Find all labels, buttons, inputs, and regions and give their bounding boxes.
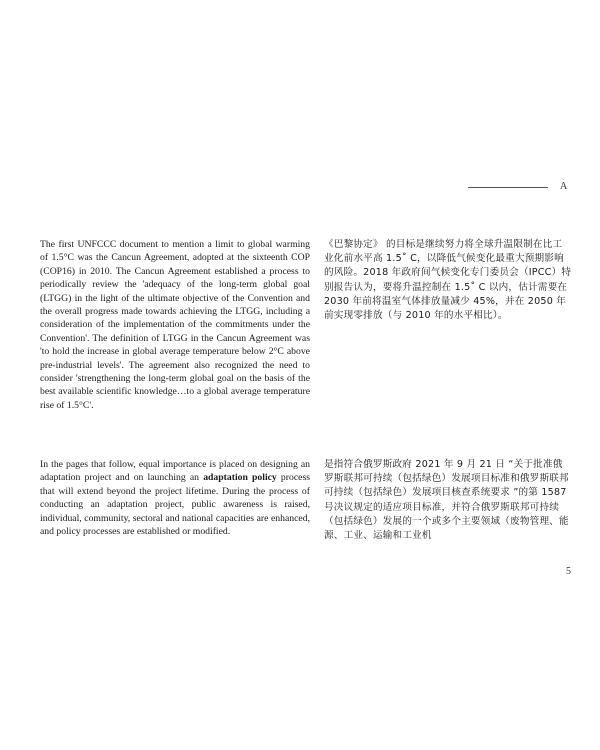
chinese-paragraph-2: 是指符合俄罗斯政府 2021 年 9 月 21 日 “关于批准俄罗斯联邦可持续（包括绿色）发展项目标准和俄罗斯联邦可持续（包括绿色）发展项目核查系统要求 ”的第 1587 号决议规定的适应项目标准，并符合俄罗斯联邦可持续（包括绿色）发展的一个或多个主要领域（废物管理、能源、工业、运输和工业机 [324, 459, 569, 542]
english-paragraph-1: The first UNFCCC document to mention a limit to global warming of 1.5°C was the Cancun Agreement, adopted at the sixteenth COP (COP16) in 2010. The Cancun Agreement established a process to periodically review the 'adequacy of the long-term global goal (LTGG) in the light of the ultimate objective of the Convention and the overall progress made towards achieving the LTGG, including a consideration of the implementation of the commitments under the Convention'. The definition of LTGG in the Cancun Agreement was 'to hold the increase in global average temperature below 2°C above pre-industrial levels'. The agreement also recognized the need to consider 'strengthening the long-term global goal on the basis of the best available scientific knowledge…to a global average temperature rise of 1.5°C'. [40, 239, 310, 411]
page-number: 5 [566, 566, 571, 577]
english-paragraph-2-text-a: In the pages that follow, equal importance is placed on designing an adaptation project and on launching an [40, 459, 310, 484]
english-paragraph-2-text-b: process that will extend beyond the project lifetime. During the process of conducting an adaptation project, public awareness is raised, individual, community, sectoral and national capacities are enhanced, and policy processes are established or modified. [40, 472, 310, 538]
english-paragraph-2 [40, 458, 310, 538]
chinese-paragraph-1: 《巴黎协定》 的目标是继续努力将全球升温限制在比工业化前水平高 1.5˚ C，以降低气候变化最重大预期影响的风险。2018 年政府间气候变化专门委员会（IPCC）特别报告认为，要将升温控制在 1.5˚ C 以内，估计需要在 2030 年前将温室气体排放量减少 45%，并在 2050 年前实现零排放（与 2010 年的水平相比）。 [324, 239, 572, 322]
header-rule [468, 187, 548, 188]
section-letter: A [560, 181, 568, 192]
adaptation-policy-term: adaptation policy [203, 472, 277, 484]
